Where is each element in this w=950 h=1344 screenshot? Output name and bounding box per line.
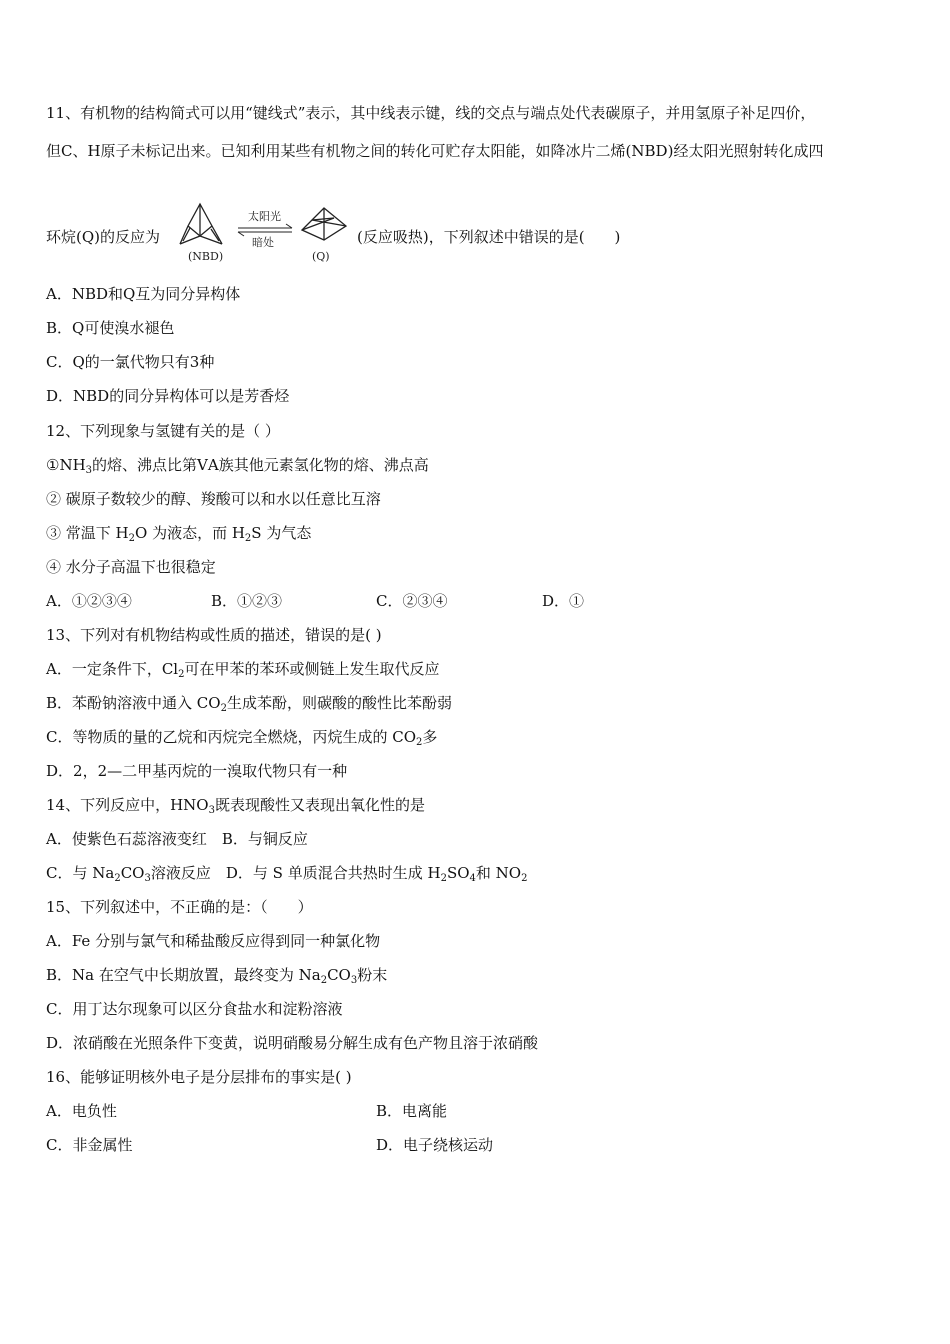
q12-statement-1: $①NH_3$的熔、沸点比第ⅤA族其他元素氢化物的熔、沸点高 [46,456,429,476]
q12-statement-4: ④ 水分子高温下也很稳定 [46,558,216,576]
q11-option-d[interactable]: D．NBD的同分异构体可以是芳香烃 [46,387,290,405]
nbd-label: (NBD) [188,250,224,263]
q13-option-b[interactable]: B．苯酚钠溶液中通入 $CO_2$生成苯酚，则碳酸的酸性比苯酚弱 [46,694,452,714]
q15-option-c[interactable]: C．用丁达尔现象可以区分食盐水和淀粉溶液 [46,1000,343,1018]
arrow-top-label: 太阳光 [248,210,281,223]
q16-option-b[interactable]: B．电离能 [376,1102,448,1120]
q12-statement-2: ② 碳原子数较少的醇、羧酸可以和水以任意比互溶 [46,490,381,508]
q15-option-a[interactable]: A．Fe 分别与氯气和稀盐酸反应得到同一种氯化物 [46,932,381,950]
q11-option-c[interactable]: C．Q的一氯代物只有3种 [46,353,215,371]
q13-stem: 13、下列对有机物结构或性质的描述，错误的是( ) [46,626,382,644]
q11-option-a[interactable]: A．NBD和Q互为同分异构体 [46,285,241,303]
q16-option-a[interactable]: A．电负性 [46,1102,117,1120]
q13-option-a[interactable]: A．一定条件下，$Cl_2$可在甲苯的苯环或侧链上发生取代反应 [46,660,440,680]
nbd-to-q-reaction-figure [174,196,354,268]
q15-option-b[interactable]: B．Na 在空气中长期放置，最终变为 $Na_2CO_3$粉末 [46,966,388,986]
q-label: (Q) [312,250,330,263]
q14-stem: 14、下列反应中，$HNO_3$既表现酸性又表现出氧化性的是 [46,796,425,816]
q12-option-c[interactable]: C．②③④ [376,592,448,610]
q14-options-cd[interactable]: C．与 $Na_2CO_3$溶液反应 D．与 S 单质混合共热时生成 $H_2SO_4$和 $NO_2$ [46,864,528,884]
q11-stem-line3-post: (反应吸热)，下列叙述中错误的是( ) [357,228,621,246]
q15-option-d[interactable]: D．浓硝酸在光照条件下变黄，说明硝酸易分解生成有色产物且溶于浓硝酸 [46,1034,539,1052]
q16-option-d[interactable]: D．电子绕核运动 [376,1136,494,1154]
q13-option-c[interactable]: C．等物质的量的乙烷和丙烷完全燃烧，丙烷生成的 $CO_2$多 [46,728,438,748]
q12-option-d[interactable]: D．① [542,592,585,610]
q12-stem: 12、下列现象与氢键有关的是（ ） [46,422,280,440]
q12-option-b[interactable]: B．①②③ [211,592,283,610]
q13-option-d[interactable]: D．2，2—二甲基丙烷的一溴取代物只有一种 [46,762,348,780]
q14-options-ab[interactable]: A．使紫色石蕊溶液变红 B．与铜反应 [46,830,308,848]
q11-option-b[interactable]: B．Q可使溴水褪色 [46,319,175,337]
arrow-bottom-label: 暗处 [252,236,274,249]
nbd-structure [180,204,222,244]
q16-stem: 16、能够证明核外电子是分层排布的事实是( ) [46,1068,352,1086]
equilibrium-arrows [238,224,292,236]
q11-stem-line1: 11、有机物的结构简式可以用“键线式”表示，其中线表示键，线的交点与端点处代表碳原子，并用氢原子补足四价， [46,104,816,122]
q16-option-c[interactable]: C．非金属性 [46,1136,133,1154]
q-structure [302,208,346,240]
q11-stem-line2: 但C、H原子未标记出来。已知利用某些有机物之间的转化可贮存太阳能，如降冰片二烯(NBD)经太阳光照射转化成四 [46,142,824,160]
q12-statement-3: ③ 常温下 $H_2O$ 为液态，而 $H_2S$ 为气态 [46,524,312,544]
q15-stem: 15、下列叙述中，不正确的是：（ ） [46,898,313,916]
q12-option-a[interactable]: A．①②③④ [46,592,132,610]
q11-stem-line3-pre: 环烷(Q)的反应为 [46,228,161,246]
